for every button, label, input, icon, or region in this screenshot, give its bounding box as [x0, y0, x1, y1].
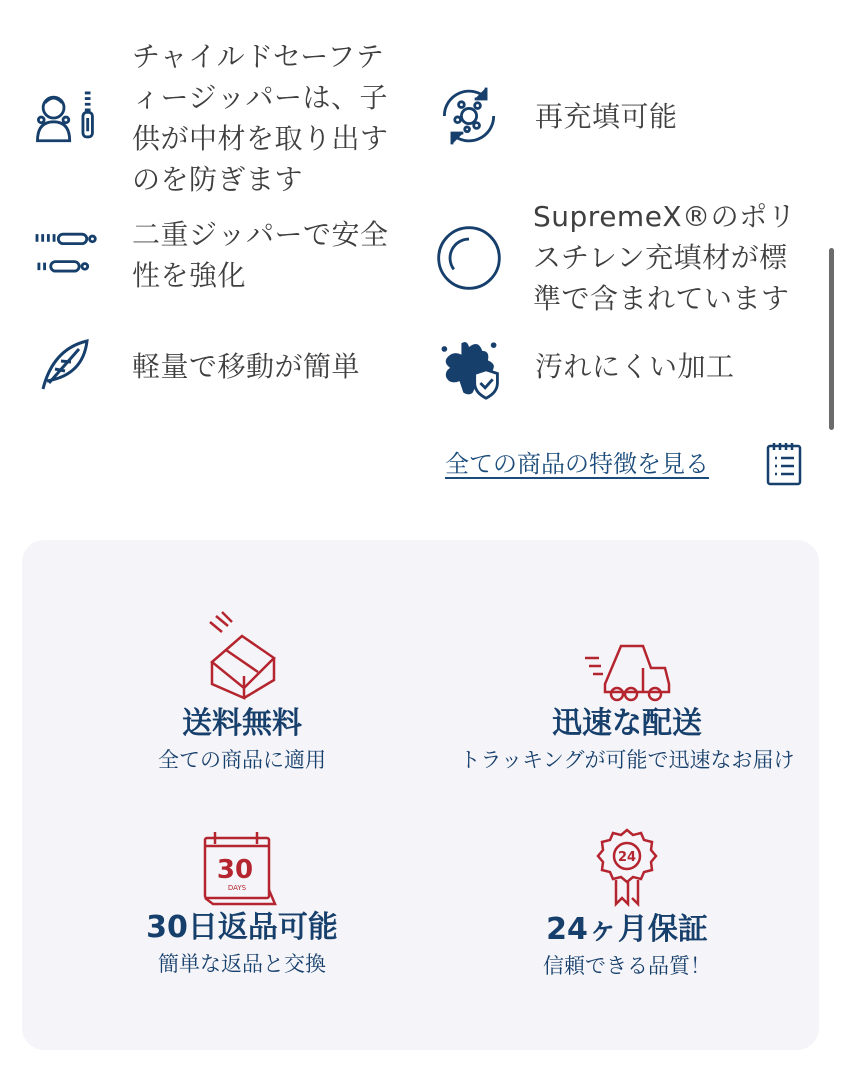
refill-icon — [433, 80, 505, 152]
award-number: 24 — [617, 850, 637, 865]
calendar-30-icon — [52, 830, 432, 906]
truck-icon — [437, 610, 817, 702]
service-title: 24ヶ月保証 — [546, 912, 708, 947]
service-subtitle: トラッキングが可能で迅速なお届け — [459, 748, 795, 772]
feature-text: 軽量で移動が簡単 — [132, 349, 361, 383]
service-free-shipping — [52, 610, 432, 776]
service-30-day-returns — [52, 830, 432, 980]
checklist-icon[interactable] — [766, 442, 802, 490]
feature-text: SupremeX®のポリスチレン充填材が標準で含まれています — [533, 200, 797, 315]
service-title: 迅速な配送 — [552, 706, 702, 741]
feather-icon — [28, 330, 100, 402]
service-title: 送料無料 — [182, 706, 302, 741]
feature-text: 二重ジッパーで安全性を強化 — [132, 218, 389, 292]
feature-text: 再充填可能 — [535, 99, 678, 133]
bead-circle-icon — [433, 222, 505, 294]
feature-bead-fill — [433, 196, 813, 319]
scrollbar[interactable] — [829, 248, 834, 430]
box-icon — [52, 610, 432, 702]
feature-child-zipper — [28, 36, 408, 200]
feature-lightweight — [28, 330, 408, 402]
stain-shield-icon — [433, 330, 505, 402]
service-subtitle: 信頼できる品質！ — [543, 954, 711, 978]
double-zipper-icon — [28, 219, 100, 291]
feature-refill — [433, 80, 813, 152]
calendar-days-label: DAYS — [227, 884, 247, 892]
feature-stain-resistant — [433, 330, 813, 402]
service-title: 30日返品可能 — [146, 910, 338, 945]
child-zipper-icon — [28, 82, 100, 154]
service-subtitle: 全ての商品に適用 — [158, 748, 326, 772]
service-24-month-warranty — [437, 826, 817, 982]
view-all-features-link[interactable]: 全ての商品の特徴を見る — [445, 450, 709, 478]
feature-text: チャイルドセーフティージッパーは、子供が中材を取り出すのを防ぎます — [132, 40, 389, 196]
services-panel — [22, 540, 819, 1050]
service-subtitle: 簡単な返品と交換 — [158, 952, 326, 976]
feature-double-zipper — [28, 214, 408, 296]
feature-text: 汚れにくい加工 — [535, 349, 735, 383]
calendar-number: 30 — [216, 855, 254, 885]
service-fast-delivery — [437, 610, 817, 776]
award-icon — [437, 826, 817, 908]
